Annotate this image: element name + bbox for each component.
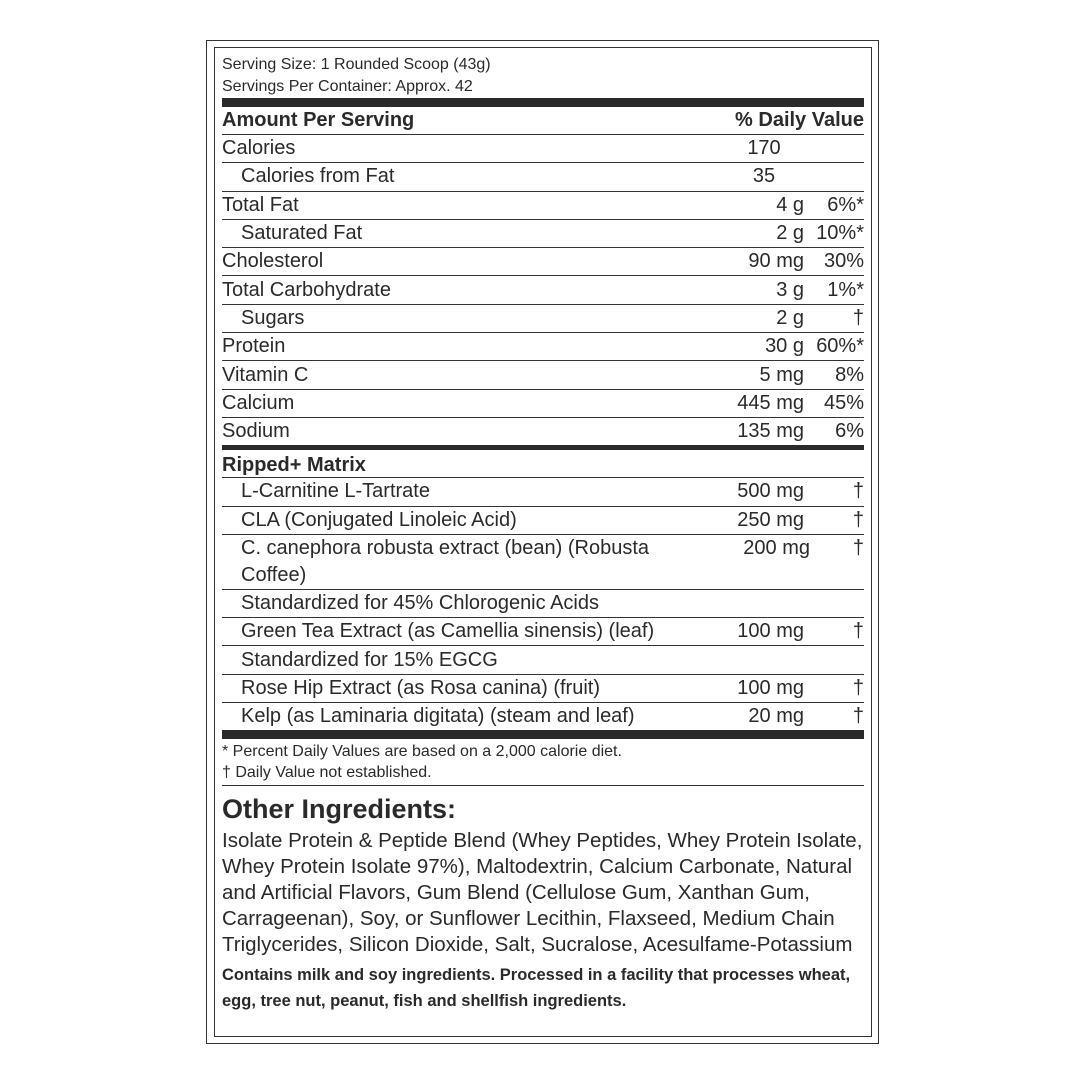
matrix-amount: 500 mg [737,480,804,503]
nutrient-row [222,333,864,361]
nutrient-dv: 6% [835,420,864,443]
matrix-title: Ripped+ Matrix [222,450,864,478]
nutrient-dv: 6%* [827,193,864,216]
nutrient-dv: 1%* [827,278,864,301]
nutrient-dv: 8% [835,363,864,386]
matrix-row [222,703,864,730]
nutrient-name: Calcium [222,391,295,414]
matrix-row [222,535,864,590]
nutrient-name: Calories [222,137,296,160]
matrix-dv: † [852,676,864,699]
nutrient-dv: † [852,306,864,329]
nutrient-name: Saturated Fat [241,222,363,245]
matrix-amount: 200 mg [743,536,810,559]
nutrient-name: Calories from Fat [241,165,395,188]
matrix-ingredient: L-Carnitine L-Tartrate [241,480,430,503]
nutrient-amount: 445 mg [737,391,804,414]
nutrient-amount: 3 g [776,278,804,301]
nutrient-amount: 2 g [776,306,804,329]
thick-divider [222,730,864,739]
nutrient-name: Cholesterol [222,250,324,273]
nutrient-amount: 135 mg [737,420,804,443]
amount-per-serving-label: Amount Per Serving [222,109,415,131]
nutrient-name: Total Fat [222,193,299,216]
nutrient-row [222,276,864,304]
matrix-row [222,507,864,535]
nutrient-row [222,248,864,276]
servings-per-container: Servings Per Container: Approx. 42 [222,78,473,95]
nutrient-row [222,192,864,220]
nutrient-row [222,163,864,191]
serving-size: Serving Size: 1 Rounded Scoop (43g) [222,56,491,73]
nutrient-row [222,390,864,418]
nutrient-amount: 90 mg [748,250,804,273]
nutrient-name: Sugars [241,306,305,329]
nutrient-amount: 4 g [776,193,804,216]
nutrient-dv: 30% [823,250,864,273]
nutrient-dv: 10%* [816,222,864,245]
matrix-ingredient: CLA (Conjugated Linoleic Acid) [241,508,517,531]
matrix-amount: 100 mg [737,620,804,643]
nutrient-name: Sodium [222,420,290,443]
matrix-row [222,590,864,618]
thick-divider [222,98,864,107]
daily-value-label: % Daily Value [735,109,864,131]
nutrient-dv: 60%* [816,335,864,358]
nutrient-amount: 2 g [776,222,804,245]
matrix-ingredient: Standardized for 45% Chlorogenic Acids [241,592,599,614]
nutrient-amount: 35 [752,165,776,188]
nutrient-row [222,135,864,163]
nutrient-amount: 5 mg [759,363,804,386]
nutrient-row [222,361,864,389]
matrix-row [222,646,864,674]
matrix-dv: † [852,508,864,531]
matrix-ingredient: C. canephora robusta extract (bean) (Robusta Coffee) [241,536,649,586]
matrix-ingredient: Rose Hip Extract (as Rosa canina) (fruit) [241,676,601,699]
matrix-row [222,675,864,703]
dagger-footnote: † Daily Value not established. [222,764,432,782]
nutrient-amount: 30 g [765,335,804,358]
nutrient-name: Vitamin C [222,363,309,386]
nutrient-dv: 45% [823,391,864,414]
supplement-facts-label [222,54,864,1014]
matrix-ingredient: Kelp (as Laminaria digitata) (steam and leaf) [241,705,635,728]
allergen-statement: Contains milk and soy ingredients. Processed in a facility that processes wheat, egg, tree nut, peanut, fish and shellfish ingredients. [222,966,851,1011]
nutrient-name: Total Carbohydrate [222,278,391,301]
percent-footnote: * Percent Daily Values are based on a 2,000 calorie diet. [222,743,622,761]
matrix-amount: 100 mg [737,676,804,699]
matrix-dv: † [852,705,864,728]
matrix-amount: 250 mg [737,508,804,531]
matrix-dv: † [852,480,864,503]
matrix-row [222,478,864,506]
nutrient-row [222,305,864,333]
matrix-dv: † [852,536,864,559]
matrix-amount: 20 mg [748,705,804,728]
nutrient-amount: 170 [747,137,781,160]
nutrient-row [222,220,864,248]
matrix-row [222,618,864,646]
other-ingredients-text: Isolate Protein & Peptide Blend (Whey Peptides, Whey Protein Isolate, Whey Protein Isolate 97%), Maltodextrin, Calcium Carbonate, Natural and Artificial Flavors, Gum Blend (Cellulose Gum, Xanthan Gum, Carrageenan), Soy, or Sunflower Lecithin, Flaxseed, Medium Chain Triglycerides, Silicon Dioxide, Salt, Sucralose, Acesulfame-Potassium [222,829,863,957]
nutrient-name: Protein [222,335,286,358]
nutrient-row [222,418,864,445]
other-ingredients-title: Other Ingredients: [222,794,457,825]
amount-header-row [222,107,864,135]
matrix-ingredient: Green Tea Extract (as Camellia sinensis) (leaf) [241,620,655,643]
footnotes [222,739,864,786]
matrix-ingredient: Standardized for 15% EGCG [241,648,498,671]
matrix-dv: † [852,620,864,643]
